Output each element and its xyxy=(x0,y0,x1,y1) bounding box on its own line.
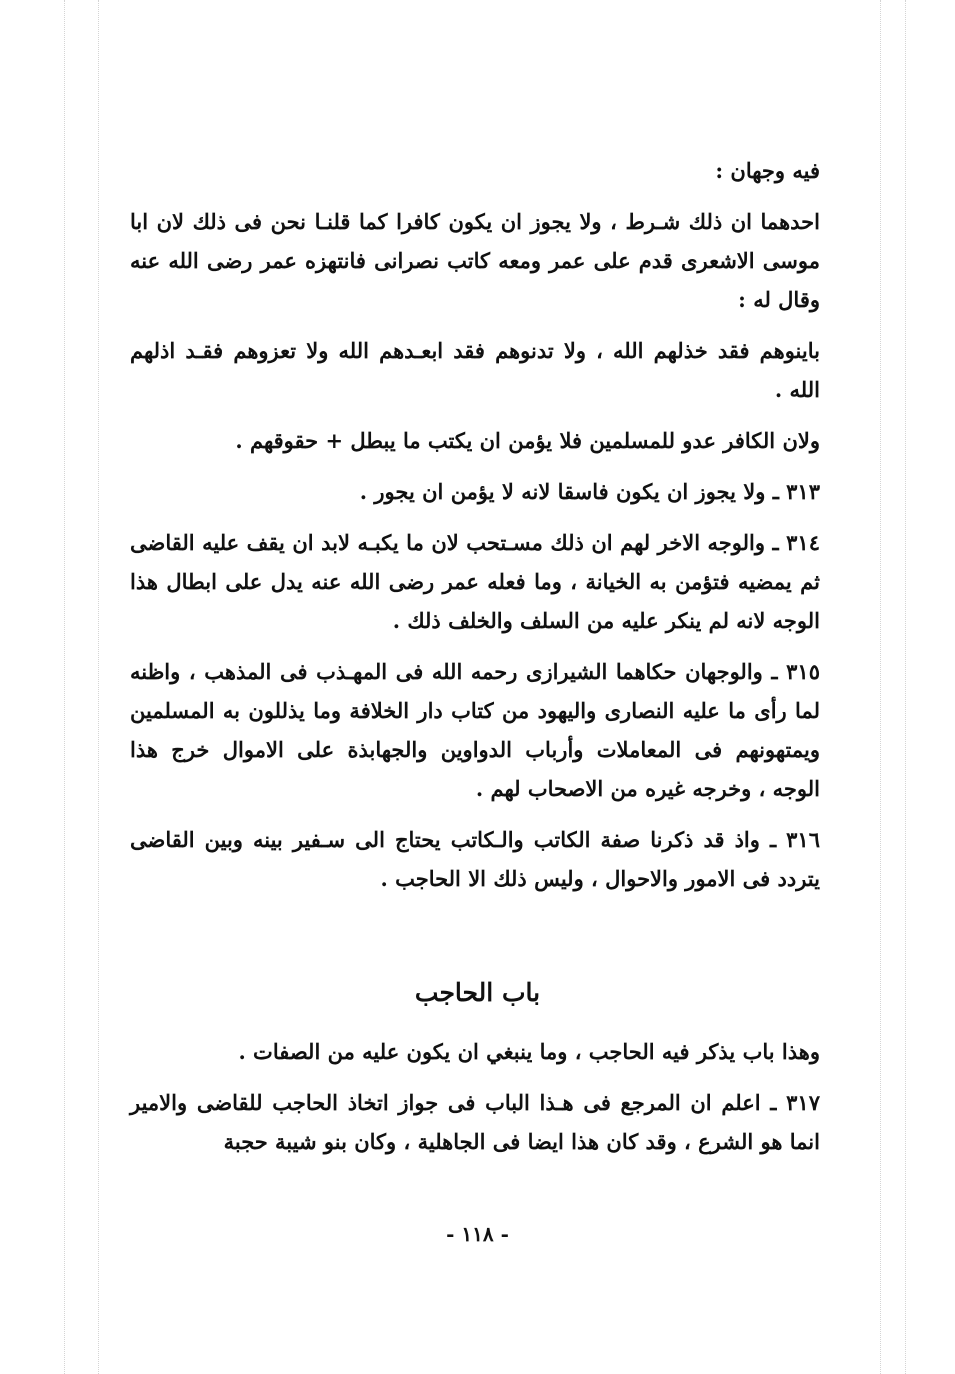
scan-artifact-line xyxy=(880,0,881,1374)
paragraph: وهذا باب يذكر فيه الحاجب ، وما ينبغي ان يكون عليه من الصفات . xyxy=(238,1039,820,1064)
paragraph: باينوهم فقد خذلهم الله ، ولا تدنوهم فقد ابعـدهم الله ولا تعزوهم فقـد اذلهم الله . xyxy=(130,338,820,402)
body-text-upper xyxy=(130,151,820,898)
paragraph: ولان الكافر عدو للمسلمين فلا يؤمن ان يكتب ما يبطل + حقوقهم . xyxy=(235,428,820,453)
paragraph: ٣١٤ ـ والوجه الاخر لهم ان ذلك مسـتحب لان ما يكبـه لابد ان يقف عليه القاضى ثم يمضيه فتؤمن به الخيانة ، وما فعله عمر رضى الله عنه يدل على ابطال هذا الوجه لانه لم ينكر عليه من السلف والخلف ذلك . xyxy=(130,530,820,633)
section-heading: باب الحاجب xyxy=(414,978,541,1007)
paragraph: ٣١٧ ـ اعلم ان المرجع فى هـذا الباب فى جواز اتخاذ الحاجب للقاضى والامير انما هو الشرع ، وقد كان هذا ايضا فى الجاهلية ، وكان بنو شيبة حجبة xyxy=(130,1090,820,1154)
paragraph: ٣١٦ ـ واذ قد ذكرنا صفة الكاتب والـكاتب يحتاج الى سـفير بينه وبين القاضى يتردد فى الامور والاحوال ، وليس ذلك الا الحاجب . xyxy=(130,827,820,891)
scan-artifact-line xyxy=(905,0,906,1374)
paragraph: احدهما ان ذلك شـرط ، ولا يجوز ان يكون كافرا كما قلنـا نحن فى ذلك لان ابا موسى الاشعرى قدم على عمر ومعه كاتب نصرانى فانتهزه عمر رضى الله عنه وقال له : xyxy=(130,209,820,312)
paragraph: فيه وجهان : xyxy=(715,158,820,183)
scan-artifact-line xyxy=(98,0,99,1374)
paragraph: ٣١٥ ـ والوجهان حكاهما الشيرازى رحمه الله فى المهـذب فى المذهب ، واظنه لما رأى ما عليه النصارى واليهود من كتاب دار الخلافة وما يذللون به المسلمين ويمتهونهم فى المعاملات وأرباب الدواوين والجهابذة على الاموال خرج هذا الوجه ، وخرجه غيره من الاصحاب لهم . xyxy=(130,659,820,801)
paragraph: ٣١٣ ـ ولا يجوز ان يكون فاسقا لانه لا يؤمن ان يجور . xyxy=(359,479,820,504)
body-text-lower xyxy=(130,1032,820,1161)
scan-artifact-line xyxy=(64,0,65,1374)
page-number: - ١١٨ - xyxy=(446,1222,509,1246)
